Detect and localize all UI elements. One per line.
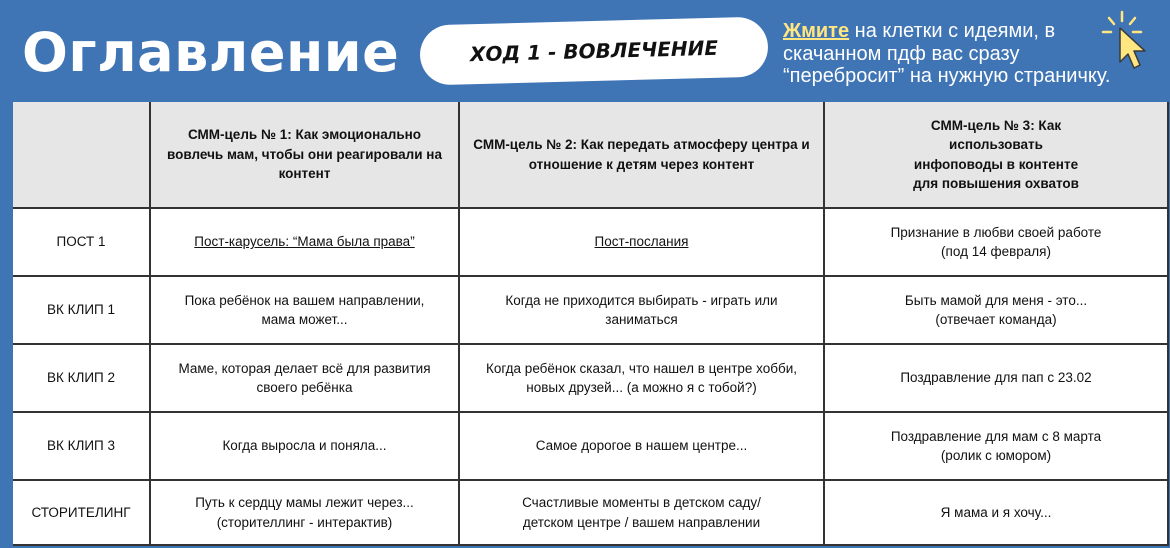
idea-cell-most-precious[interactable]: Самое дорогое в нашем центре...: [460, 413, 825, 481]
idea-cell-child-hobby[interactable]: Когда ребёнок сказал, что нашел в центре хобби, новых друзей... (а можно я с тобой?): [460, 345, 825, 413]
column-header-goal-1: СММ-цель № 1: Как эмоционально вовлечь мам, чтобы они реагировали на контент: [151, 102, 460, 209]
row-label-vk-clip-2: ВК КЛИП 2: [13, 345, 151, 413]
column-header-goal-3: СММ-цель № 3: Как использовать инфоповоды в контенте для повышения охватов: [825, 102, 1169, 209]
idea-cell-i-am-mom[interactable]: Я мама и я хочу...: [825, 481, 1169, 546]
idea-cell-heart-path[interactable]: Путь к сердцу мамы лежит через... (сторителлинг - интерактив): [151, 481, 460, 546]
idea-cell-post-messages[interactable]: Пост-послания: [460, 209, 825, 277]
idea-cell-post-carousel[interactable]: Пост-карусель: “Мама была права”: [151, 209, 460, 277]
idea-cell-mothers-day[interactable]: Поздравление для мам с 8 марта (ролик с юмором): [825, 413, 1169, 481]
row-label-post-1: ПОСТ 1: [13, 209, 151, 277]
row-label-storytelling: СТОРИТЕЛИНГ: [13, 481, 151, 546]
idea-cell-fathers-day[interactable]: Поздравление для пап с 23.02: [825, 345, 1169, 413]
idea-cell-being-mom[interactable]: Быть мамой для меня - это... (отвечает команда): [825, 277, 1169, 345]
contents-table: [13, 102, 1169, 546]
hint-highlight: Жмите: [783, 20, 850, 42]
pointer-cursor-click-icon: [1098, 10, 1148, 72]
column-header-goal-2: СММ-цель № 2: Как передать атмосферу центра и отношение к детям через контент: [460, 102, 825, 209]
page-title: Оглавление: [22, 21, 400, 84]
idea-cell-happy-moments[interactable]: Счастливые моменты в детском саду/ детском центре / вашем направлении: [460, 481, 825, 546]
row-label-vk-clip-1: ВК КЛИП 1: [13, 277, 151, 345]
stage-pill-label: ХОД 1 - ВОВЛЕЧЕНИЕ: [469, 35, 719, 67]
idea-cell-no-choice[interactable]: Когда не приходится выбирать - играть или заниматься: [460, 277, 825, 345]
row-label-vk-clip-3: ВК КЛИП 3: [13, 413, 151, 481]
idea-cell-grew-up[interactable]: Когда выросла и поняла...: [151, 413, 460, 481]
idea-cell-mom-development[interactable]: Маме, которая делает всё для развития своего ребёнка: [151, 345, 460, 413]
table-corner-cell: [13, 102, 151, 209]
hint-body: на клетки с идеями, в скачанном пдф вас сразу “перебросит” на нужную страничку.: [783, 20, 1111, 87]
idea-cell-love-declaration[interactable]: Признание в любви своей работе (под 14 февраля): [825, 209, 1169, 277]
idea-cell-mom-can[interactable]: Пока ребёнок на вашем направлении, мама может...: [151, 277, 460, 345]
stage-pill: [419, 16, 768, 85]
hint-text: [783, 20, 1113, 88]
